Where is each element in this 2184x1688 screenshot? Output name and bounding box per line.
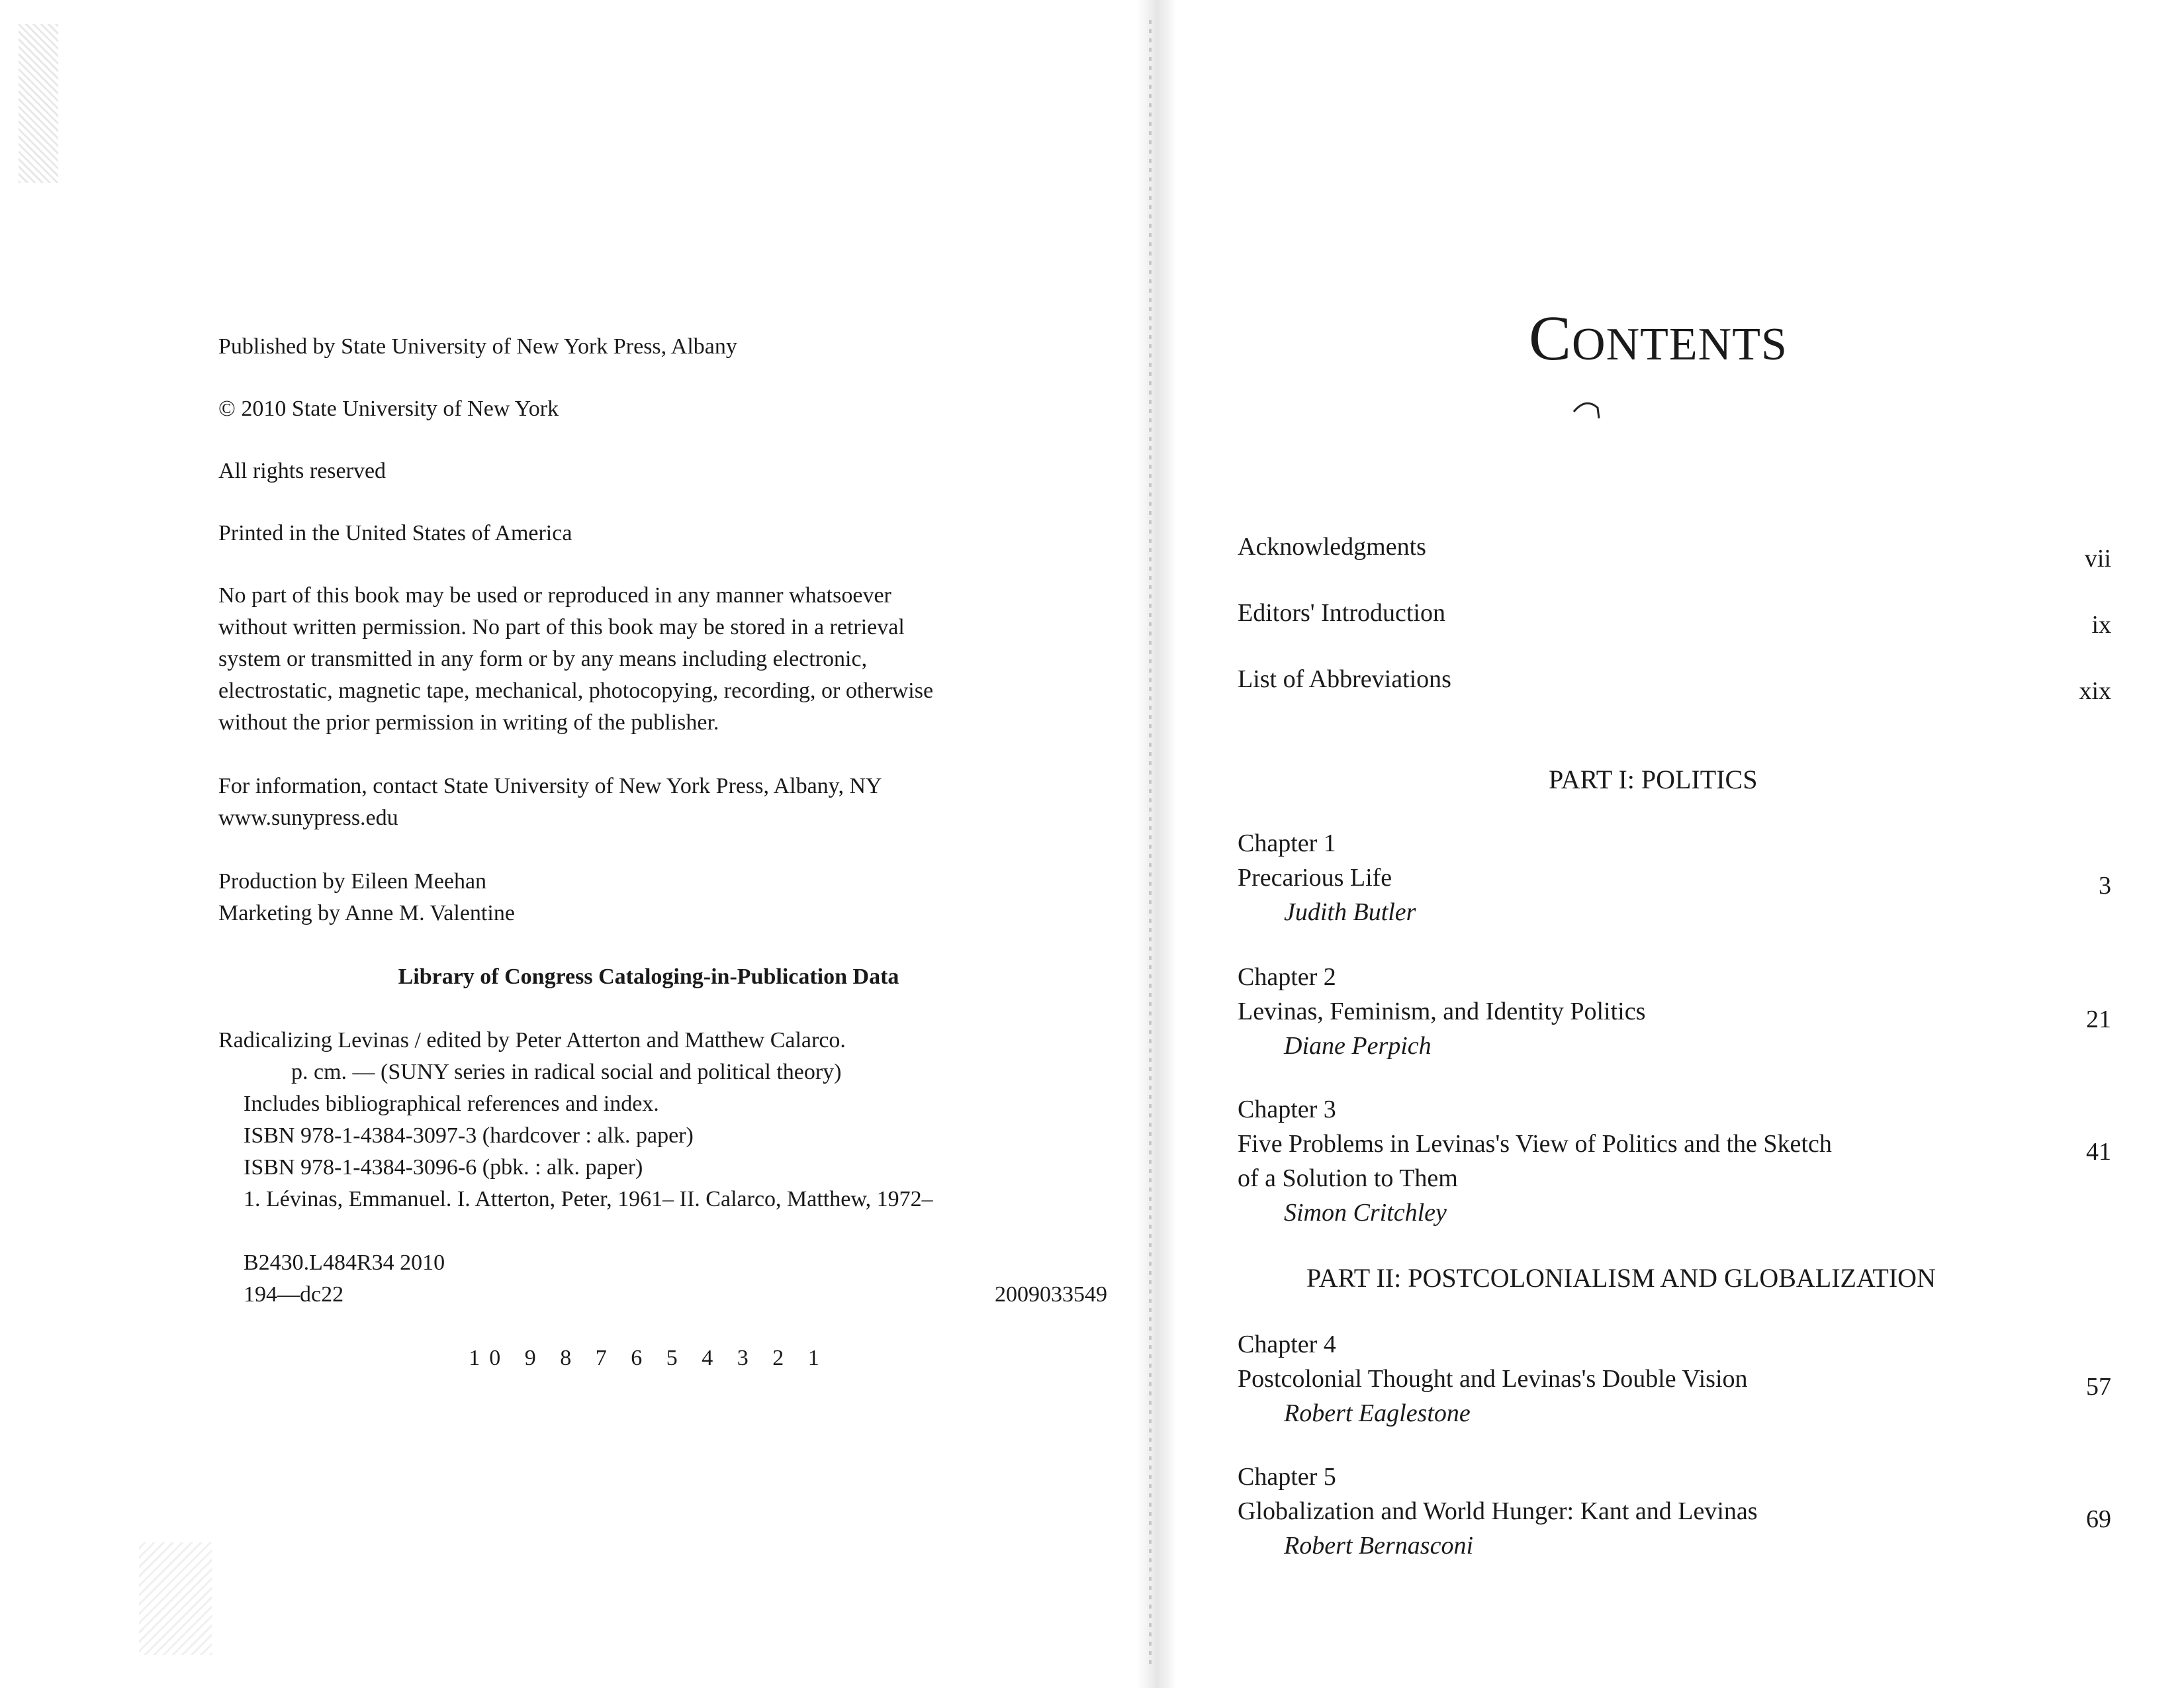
permission-line: system or transmitted in any form or by any means including electronic, <box>218 647 868 671</box>
chapter-number: Chapter 4 <box>1238 1331 1336 1358</box>
permission-line: electrostatic, magnetic tape, mechanical, photocopying, recording, or otherwise <box>218 679 934 703</box>
toc-entry-page: ix <box>2091 611 2111 639</box>
chapter-page: 21 <box>2086 1006 2111 1033</box>
gutter-scan-artifact <box>1149 20 1152 1668</box>
toc-chapter-2[interactable] <box>1238 960 2111 1063</box>
chapter-title: Postcolonial Thought and Levinas's Double Vision <box>1238 1365 1748 1393</box>
toc-chapter-5[interactable] <box>1238 1460 2111 1563</box>
cip-line: Includes bibliographical references and index. <box>244 1092 659 1116</box>
dewey-number: 194—dc22 <box>244 1282 344 1307</box>
chapter-number: Chapter 2 <box>1238 963 1336 991</box>
cip-line: ISBN 978-1-4384-3097-3 (hardcover : alk. paper) <box>244 1123 694 1148</box>
toc-entry-label: Acknowledgments <box>1238 533 1426 561</box>
book-gutter <box>1137 0 1177 1688</box>
chapter-author: Robert Bernasconi <box>1284 1532 1474 1560</box>
cip-line: 1. Lévinas, Emmanuel. I. Atterton, Peter, 1961– II. Calarco, Matthew, 1972– <box>244 1187 933 1211</box>
toc-chapter-3[interactable] <box>1238 1092 2111 1230</box>
chapter-author: Robert Eaglestone <box>1284 1399 1471 1427</box>
permission-line: without written permission. No part of this book may be stored in a retrieval <box>218 615 905 639</box>
printed-line: Printed in the United States of America <box>218 521 572 545</box>
printing-line: 10 9 8 7 6 5 4 3 2 1 <box>469 1346 829 1370</box>
toc-entry-page: vii <box>2084 545 2111 573</box>
copyright-block <box>218 331 1105 1374</box>
toc-entry-label: Editors' Introduction <box>1238 599 1445 627</box>
chapter-number: Chapter 1 <box>1238 829 1336 857</box>
scan-noise-top-left <box>19 24 58 183</box>
cip-line: ISBN 978-1-4384-3096-6 (pbk. : alk. paper) <box>244 1155 643 1180</box>
chapter-page: 41 <box>2086 1138 2111 1166</box>
chapter-author: Judith Butler <box>1284 898 1416 926</box>
chapter-title: Levinas, Feminism, and Identity Politics <box>1238 998 1646 1025</box>
lccn-number: 2009033549 <box>995 1282 1107 1307</box>
chapter-title: Five Problems in Levinas's View of Politics and the Sketch <box>1238 1130 1832 1158</box>
classification-row <box>218 1279 1107 1311</box>
publisher-line: Published by State University of New York Press, Albany <box>218 334 737 359</box>
toc-chapter-1[interactable] <box>1238 826 2111 929</box>
contents-title-rest: ONTENTS <box>1572 319 1788 370</box>
chapter-title: Globalization and World Hunger: Kant and Levinas <box>1238 1497 1758 1525</box>
chapter-page: 57 <box>2086 1373 2111 1401</box>
chapter-title-continued: of a Solution to Them <box>1238 1164 1458 1192</box>
toc-entry-label: List of Abbreviations <box>1238 665 1451 693</box>
contents-title-initial: C <box>1529 303 1572 373</box>
info-line: For information, contact State University of New York Press, Albany, NY <box>218 774 882 798</box>
ornament-icon <box>1570 396 1603 422</box>
chapter-number: Chapter 5 <box>1238 1463 1336 1491</box>
chapter-page: 69 <box>2086 1505 2111 1533</box>
toc-chapter-4[interactable] <box>1238 1327 2111 1430</box>
cip-line: p. cm. — (SUNY series in radical social and political theory) <box>291 1060 842 1084</box>
scan-noise-bottom-left <box>139 1542 212 1655</box>
part-heading-postcolonialism: PART II: POSTCOLONIALISM AND GLOBALIZATION <box>1306 1263 1936 1293</box>
chapter-author: Diane Perpich <box>1284 1032 1432 1060</box>
rights-line: All rights reserved <box>218 459 387 483</box>
website-link[interactable]: www.sunypress.edu <box>218 806 398 830</box>
part-heading-politics: PART I: POLITICS <box>1549 765 1758 794</box>
permission-line: No part of this book may be used or reproduced in any manner whatsoever <box>218 583 891 608</box>
call-number: B2430.L484R34 2010 <box>244 1250 445 1275</box>
permission-line: without the prior permission in writing of the publisher. <box>218 710 719 735</box>
chapter-author: Simon Critchley <box>1284 1199 1447 1227</box>
cip-line: Radicalizing Levinas / edited by Peter Atterton and Matthew Calarco. <box>218 1028 846 1053</box>
chapter-page: 3 <box>2099 872 2111 900</box>
cip-title: Library of Congress Cataloging-in-Publication Data <box>398 964 899 989</box>
marketing-line: Marketing by Anne M. Valentine <box>218 901 515 925</box>
chapter-title: Precarious Life <box>1238 864 1392 892</box>
production-line: Production by Eileen Meehan <box>218 869 487 894</box>
toc-entry-page: xix <box>2079 677 2111 705</box>
copyright-line: © 2010 State University of New York <box>218 397 559 421</box>
chapter-number: Chapter 3 <box>1238 1096 1336 1123</box>
contents-title <box>1529 301 1788 375</box>
